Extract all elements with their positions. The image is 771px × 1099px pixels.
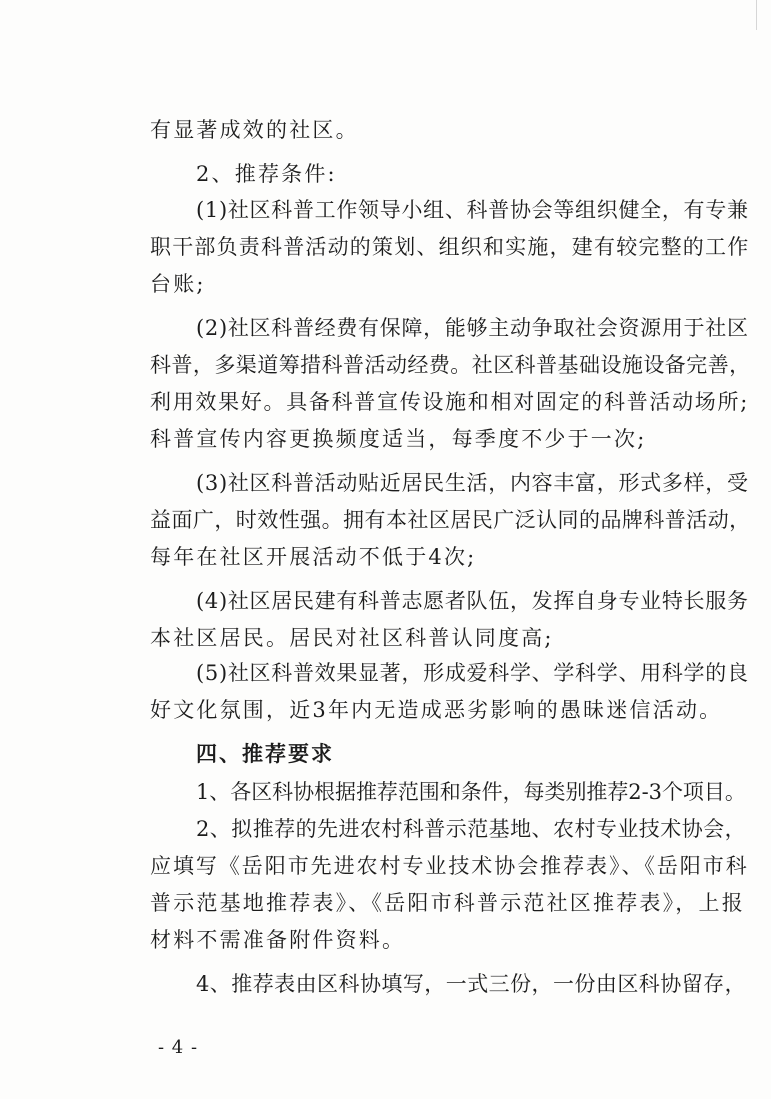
text-line: 每年在社区开展活动不低于4次; xyxy=(150,545,477,569)
section-heading: 四、推荐要求 xyxy=(196,742,334,766)
text-line: 益面广，时效性强。拥有本社区居民广泛认同的品牌科普活动， xyxy=(150,508,751,532)
text-line: (3)社区科普活动贴近居民生活，内容丰富，形式多样，受 xyxy=(196,471,749,495)
scan-edge-mark xyxy=(756,0,771,30)
text-line: 科普宣传内容更换频度适当，每季度不少于一次; xyxy=(150,427,647,451)
text-line: 1、各区科协根据推荐范围和条件，每类别推荐2-3个项目。 xyxy=(196,780,746,804)
text-line: 4、推荐表由区科协填写，一式三份，一份由区科协留存， xyxy=(196,972,747,996)
text-line: (5)社区科普效果显著，形成爱科学、学科学、用科学的良 xyxy=(196,661,749,685)
text-line: 科普，多渠道筹措科普活动经费。社区科普基础设施设备完善， xyxy=(150,353,751,377)
text-line: 职干部负责科普活动的策划、组织和实施，建有较完整的工作 xyxy=(150,235,750,259)
page-number: - 4 - xyxy=(158,1037,199,1058)
text-line: (1)社区科普工作领导小组、科普协会等组织健全，有专兼 xyxy=(196,198,749,222)
text-line: 有显著成效的社区。 xyxy=(150,118,359,142)
text-line: 本社区居民。居民对社区科普认同度高; xyxy=(150,626,554,650)
text-line: 2、推荐条件: xyxy=(196,162,337,186)
text-line: (4)社区居民建有科普志愿者队伍，发挥自身专业特长服务 xyxy=(196,589,749,613)
text-line: 材料不需准备附件资料。 xyxy=(150,928,406,952)
text-line: 好文化氛围，近3年内无造成恶劣影响的愚昧迷信活动。 xyxy=(150,698,723,722)
text-line: 应填写《岳阳市先进农村专业技术协会推荐表》、《岳阳市科 xyxy=(150,854,749,878)
text-line: 普示范基地推荐表》、《岳阳市科普示范社区推荐表》，上报 xyxy=(150,891,745,915)
text-line: 2、拟推荐的先进农村科普示范基地、农村专业技术协会， xyxy=(196,817,747,841)
text-line: (2)社区科普经费有保障，能够主动争取社会资源用于社区 xyxy=(196,316,749,340)
text-line: 台账; xyxy=(150,272,206,296)
text-line: 利用效果好。具备科普宣传设施和相对固定的科普活动场所; xyxy=(150,390,749,414)
